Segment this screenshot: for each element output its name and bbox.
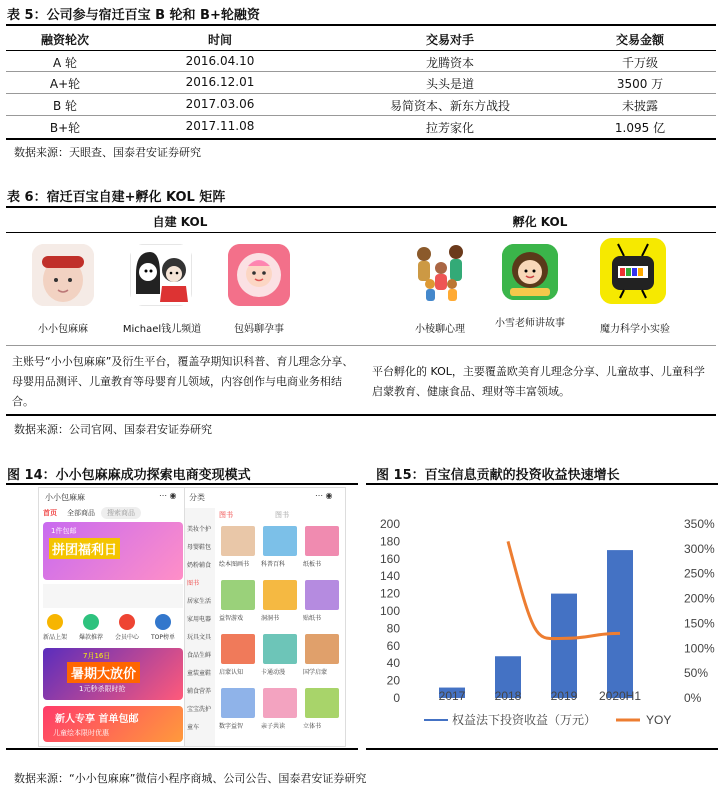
right-tick-label: 0% [684, 691, 702, 705]
active-tab[interactable]: 图书 [219, 511, 233, 519]
category-item[interactable]: 奶粉辅食 [187, 562, 212, 569]
fig14-bottom-rule [6, 748, 358, 750]
table6-source: 数据来源：公司官网、国泰君安证券研究 [14, 423, 212, 436]
product-thumbnail[interactable] [305, 526, 339, 556]
left-tick-label: 80 [386, 621, 400, 636]
counterparty: 拉芳家化 [425, 121, 474, 135]
shortcut-icon[interactable] [47, 614, 63, 630]
shortcut-row [43, 614, 183, 642]
fig15-title: 图 15：百宝信息贡献的投资收益快速增长 [376, 468, 620, 483]
more-icon[interactable]: ⋯ ◉ [315, 491, 333, 500]
product-thumbnail[interactable] [221, 526, 255, 556]
banner-sub: 儿童绘本限时优惠 [53, 729, 109, 737]
kol-label: Michael钱儿频道 [122, 324, 202, 335]
shortcut-label: 会员中心 [115, 634, 140, 641]
round: B 轮 [52, 99, 78, 113]
kol-xiaoxue-story-avatar [502, 244, 558, 300]
fig14-title: 图 14：小小包麻麻成功探索电商变现模式 [7, 468, 251, 483]
kol-baoma-pregnancy-avatar [228, 244, 290, 306]
amount: 千万级 [621, 56, 658, 70]
round: B+轮 [49, 121, 81, 135]
x-tick-label: 2018 [494, 689, 522, 703]
product-label: 立体书 [303, 723, 322, 730]
category-item[interactable]: 图书 [187, 580, 200, 587]
table6-top-rule [6, 206, 716, 208]
kol-label: 小小包麻麻 [38, 324, 88, 335]
table5-bottom-rule [6, 138, 716, 140]
product-label: 数字益智 [219, 723, 244, 730]
right-tick-label: 50% [684, 666, 709, 681]
kol-magic-science-avatar [600, 238, 666, 304]
fig15-bottom-rule [366, 748, 718, 750]
product-thumbnail[interactable] [263, 688, 297, 718]
app-title: 小小包麻麻 [45, 493, 85, 502]
product-label: 纸板书 [303, 561, 322, 568]
table5-header-rule [6, 50, 716, 51]
kol-michael-avatar [130, 244, 192, 306]
product-thumbnail[interactable] [263, 526, 297, 556]
bar-2020H1 [607, 550, 633, 698]
category-item[interactable]: 母婴鞋包 [187, 544, 212, 551]
left-tick-label: 180 [379, 534, 400, 549]
shortcut-icon[interactable] [119, 614, 135, 630]
kol-label: 包妈聊孕事 [234, 324, 284, 335]
kol-xiaobaomama-avatar [32, 244, 94, 306]
table6-header-incubated: 孵化 KOL [512, 215, 568, 229]
product-label: 科普百科 [261, 561, 286, 568]
table5-header-counterparty: 交易对手 [425, 33, 474, 47]
product-thumbnail[interactable] [263, 634, 297, 664]
category-header: 分类 [189, 493, 205, 502]
more-icon[interactable]: ⋯ ◉ [159, 491, 177, 500]
right-tick-label: 150% [684, 616, 715, 631]
banner-group-buy[interactable] [43, 522, 183, 580]
counterparty: 龙腾资本 [425, 56, 474, 70]
date: 2016.12.01 [185, 75, 255, 89]
banner-headline: 拼团福利日 [49, 538, 120, 559]
product-label: 绘本图画书 [219, 561, 250, 568]
kol-xiaoleng-psychology-avatar [410, 240, 472, 302]
table5-top-rule [6, 24, 716, 26]
product-thumbnail[interactable] [221, 580, 255, 610]
category-item[interactable]: 居家生活 [187, 598, 212, 605]
right-tick-label: 200% [684, 591, 715, 606]
product-thumbnail[interactable] [221, 688, 255, 718]
phone-screen-category [184, 487, 346, 747]
product-label: 贴纸书 [303, 615, 322, 622]
right-tick-label: 300% [684, 541, 715, 556]
shortcut-icon[interactable] [83, 614, 99, 630]
article-strip [43, 584, 183, 608]
right-tick-label: 250% [684, 566, 715, 581]
table6-header-self: 自建 KOL [152, 215, 208, 229]
round: A 轮 [52, 56, 78, 70]
banner-tag: 1件包邮 [51, 527, 77, 535]
product-label: 启蒙认知 [219, 669, 244, 676]
right-tick-label: 100% [684, 641, 715, 656]
table5-row-rule [6, 93, 716, 94]
shortcut-label: 爆款推荐 [79, 634, 104, 641]
round: A+轮 [49, 77, 81, 91]
category-item[interactable]: 童装童鞋 [187, 670, 212, 677]
search-field[interactable]: 搜索商品 [101, 507, 141, 519]
category-item[interactable]: 美妆个护 [187, 526, 212, 533]
top-tabs [39, 506, 187, 520]
category-item[interactable]: 玩具文具 [187, 634, 212, 641]
product-thumbnail[interactable] [305, 688, 339, 718]
left-tick-label: 200 [379, 517, 400, 531]
left-tick-label: 120 [379, 586, 400, 601]
left-tick-label: 140 [379, 569, 400, 584]
product-thumbnail[interactable] [263, 580, 297, 610]
table6-mid-rule [6, 345, 716, 346]
category-item[interactable]: 宝宝洗护 [187, 706, 212, 713]
category-item[interactable]: 童车 [187, 724, 200, 731]
product-label: 国学启蒙 [303, 669, 328, 676]
product-label: 亲子共读 [261, 723, 286, 730]
shortcut-label: 新品上架 [43, 634, 68, 641]
category-item[interactable]: 家用电器 [187, 616, 212, 623]
amount: 未披露 [621, 99, 658, 113]
amount: 1.095 亿 [614, 121, 666, 135]
category-item[interactable]: 辅食营养 [187, 688, 212, 695]
left-tick-label: 100 [379, 604, 400, 618]
product-thumbnail[interactable] [221, 634, 255, 664]
tab-all[interactable]: 全部商品 [67, 509, 95, 517]
x-tick-label: 2019 [550, 689, 578, 703]
amount: 3500 万 [616, 77, 664, 91]
product-thumbnail[interactable] [305, 580, 339, 610]
fig15-chart [366, 486, 718, 748]
product-label: 益智游戏 [219, 615, 244, 622]
table5-header-date: 时间 [207, 33, 232, 47]
kol-label: 小雪老师讲故事 [495, 318, 565, 329]
table5-header-round: 融资轮次 [40, 33, 89, 47]
phone-screen-home [38, 487, 188, 747]
date: 2017.03.06 [185, 97, 255, 111]
date: 2017.11.08 [185, 119, 255, 133]
kol-label: 小棱聊心理 [415, 324, 465, 335]
left-tick-label: 20 [386, 673, 400, 688]
shortcut-icon[interactable] [155, 614, 171, 630]
fig14-top-rule [6, 483, 358, 485]
fig15-top-rule [366, 483, 718, 485]
table6-desc-self: 主账号“小小包麻麻”及衍生平台，覆盖孕期知识科普、育儿理念分享、母婴用品测评、儿童教育等母婴育儿领域，内容创作与电商业务相结合。 [12, 355, 354, 408]
left-tick-label: 40 [386, 656, 400, 671]
left-tick-label: 60 [386, 638, 400, 653]
table5-row-rule [6, 71, 716, 72]
right-tick-label: 350% [684, 517, 715, 531]
table6-title: 表 6：宿迁百宝自建+孵化 KOL 矩阵 [7, 190, 226, 205]
left-tick-label: 160 [379, 551, 400, 566]
table5-source: 数据来源：天眼查、国泰君安证券研究 [14, 146, 201, 159]
date: 2016.04.10 [185, 54, 255, 68]
product-label: 卡通动漫 [261, 669, 286, 676]
table5-header-amount: 交易金额 [615, 33, 664, 47]
banner-date: 7月16日 [83, 652, 111, 660]
shortcut-label: TOP榜单 [151, 634, 176, 641]
table6-header-rule [6, 232, 716, 233]
x-tick-label: 2017 [438, 689, 466, 703]
banner-sub: 1元秒杀限时抢 [79, 685, 126, 693]
banner-summer-sale[interactable] [43, 648, 183, 700]
legend-bar-label: 权益法下投资收益（万元） [452, 713, 597, 727]
table6-bottom-rule [6, 414, 716, 416]
x-tick-label: 2020H1 [598, 689, 642, 703]
table5-row-rule [6, 115, 716, 116]
counterparty: 头头是道 [425, 77, 474, 91]
product-label: 洞洞书 [261, 615, 280, 622]
product-thumbnail[interactable] [305, 634, 339, 664]
left-tick-label: 0 [393, 691, 400, 705]
banner-headline: 暑期大放价 [67, 662, 140, 683]
bottom-source: 数据来源：“小小包麻麻”微信小程序商城、公司公告、国泰君安证券研究 [14, 772, 367, 785]
banner-new-user[interactable] [43, 706, 183, 742]
bar-2019 [551, 594, 577, 698]
tab-home[interactable]: 首页 [43, 509, 57, 517]
table5-title: 表 5：公司参与宿迁百宝 B 轮和 B+轮融资 [7, 8, 260, 23]
legend-line-label: YOY [646, 713, 672, 727]
kol-label: 魔力科学小实验 [600, 324, 670, 335]
table6-desc-incubated: 平台孵化的 KOL，主要覆盖欧美育儿理念分享、儿童故事、儿童科学启蒙教育、健康食品、理财等丰富领域。 [372, 365, 705, 398]
banner-headline: 新人专享 首单包邮 [55, 714, 139, 725]
counterparty: 易简资本、新东方战投 [389, 99, 510, 113]
category-item[interactable]: 食品生鲜 [187, 652, 212, 659]
section-title: 图书 [275, 511, 289, 519]
